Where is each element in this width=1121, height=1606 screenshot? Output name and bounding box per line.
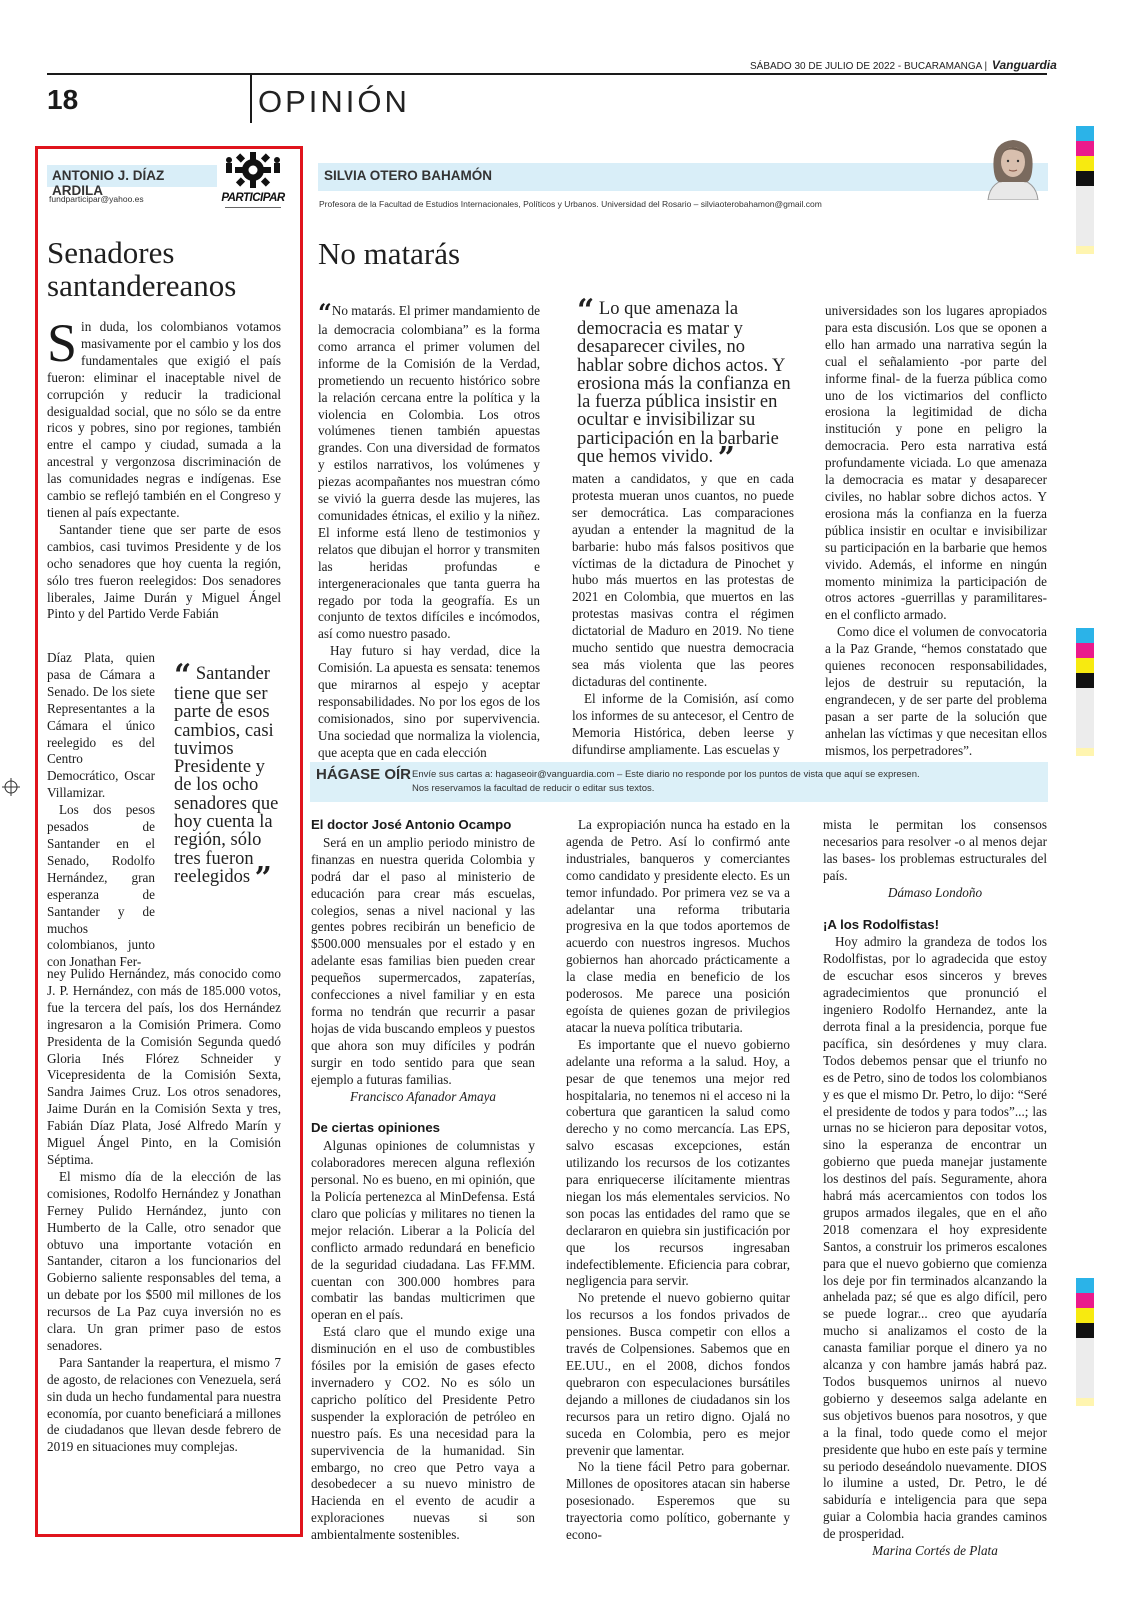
letter-paragraph: Hoy admiro la grandeza de todos los Rodolfistas, por lo agradecida que estoy de escuchar esos sinceros y breves agradecimientos que pronunció el ingeniero Rodolfo Hernandez, ante la derrota final a la presidencia, porque fue pacífica, sin desórdenes y muy clara. Todos debemos pensar que el triunfo no es de Petro, sino de todos los colombianos y es que el mismo Dr. Petro, lo dijo: “Seré el presidente de todos y para todos”...; las urnas no se hicieron para depositar votos, sino la esperanza de encontrar un gobierno que pueda manejar justamente los destinos del país. Seguramente, ahora habrá más acercamientos con todos los grupos armados ilegales, que en el año 2018 comenzara el hoy expresidente Santos, a construir los primeros escalones para que el nuevo gobierno que comienza los deje por fin terminados alcanzando la anhelada paz; sé que es algo difícil, pero se puede lograr... creo que ayudaría mucho si analizamos el costo de la canasta familiar porque el dinero ya no alcanza y con hambre jamás habrá paz. Todos busquemos unirnos al nuevo gobierno y deseemos salga adelante en sus objetivos buenos para nosotros, y que a la final, todo quede como el mejor presidente que hubo en este país y termine su periodo deseándolo nuevamente. DIOS lo ilumine a usted, Dr. Petro, le dé sabiduría e inteligencia para que sepa guiar a Colombia hacia grandes caminos de prosperidad. bbox=[823, 934, 1047, 1542]
author-bio: Profesora de la Facultad de Estudios Internacionales, Políticos y Urbanos. Universidad del Rosario – silviaoterobahamon@gmail.com bbox=[319, 199, 822, 209]
color-swatch bbox=[1076, 658, 1094, 673]
letter-title: De ciertas opiniones bbox=[311, 1120, 440, 1136]
letters-bar-line1: Envíe sus cartas a: hagaseoir@vanguardia.com – Este diario no responde por los puntos de vista que aquí se expresen. bbox=[412, 769, 920, 780]
article-col-a bbox=[318, 298, 540, 762]
color-bar-bottom bbox=[1076, 1278, 1094, 1406]
brand-name: Vanguardia bbox=[991, 58, 1057, 72]
color-swatch bbox=[1076, 186, 1094, 246]
paragraph: Hay futuro si hay verdad, dice la Comisión. La apuesta es sensata: tenemos que mirarnos al espejo y aceptar responsabilidades. No por los egos de los comisionados, sino por supervivencia. Una sociedad que normaliza la violencia, que acepta que en cada elección bbox=[318, 643, 540, 760]
paragraph: Santander tiene que ser parte de esos cambios, casi tuvimos Presidente y de los ocho senadores que hoy cuenta la región, sólo tres fueron reelegidos: Dos senadores liberales, Jaime Durán y Miguel Ángel Pinto y del Partido Verde Fabián bbox=[47, 521, 281, 622]
color-swatch bbox=[1076, 1323, 1094, 1338]
letter-paragraph: Está claro que el mundo exige una disminución en el uso de combustibles fósiles por la emisión de gases efecto invernadero y CO2. No es sólo un capricho político del Presidente Petro suspender la exploración de petróleo en nuestro país. Es una necesidad para la supervivencia de la humanidad. Sin embargo, no creo que Petro vaya a desobedecer a su nuevo ministro de Hacienda en el evento de acudir a exploraciones nuevas si son ambientalmente sostenibles. bbox=[311, 1324, 535, 1543]
letter-signature: Dámaso Londoño bbox=[887, 884, 983, 900]
header-divider bbox=[250, 73, 252, 123]
color-bar-mid bbox=[1076, 628, 1094, 756]
article-title: No matarás bbox=[318, 236, 461, 271]
letter-paragraph: No pretende el nuevo gobierno quitar los recursos a los fondos privados de pensiones. Busca competir con ellos a través de Colpensiones. Sabemos que en EE.UU., en el 2008, dichos fondos quebraron con especulaciones bursátiles dejando a millones de ciudadanos sin los recursos para un retiro digno. Ojalá no suceda en Colombia, pero es mejor prevenir que lamentar. bbox=[566, 1290, 790, 1458]
pull-quote-text: Santander tiene que ser parte de esos cambios, casi tuvimos Presidente y de los ocho senadores que hoy cuenta la región, sólo tres fueron reelegidos bbox=[174, 664, 279, 887]
close-quote-icon: ” bbox=[254, 860, 272, 896]
section-title: OPINIÓN bbox=[258, 84, 410, 119]
registration-mark-icon bbox=[2, 778, 20, 796]
author-photo bbox=[980, 132, 1046, 200]
color-swatch bbox=[1076, 141, 1094, 156]
article-body-bottom bbox=[47, 966, 281, 1456]
letters-col-a bbox=[311, 817, 535, 1544]
letters-bar-line2: Nos reservamos la facultad de reducir o editar sus textos. bbox=[412, 783, 655, 794]
open-quote-icon: “ bbox=[577, 293, 595, 328]
color-bar-top bbox=[1076, 126, 1094, 254]
page-number: 18 bbox=[47, 84, 79, 115]
author-email: fundparticipar@yahoo.es bbox=[49, 194, 144, 204]
header-rule bbox=[47, 73, 1047, 75]
letter-paragraph: Algunas opiniones de columnistas y colaboradores merecen alguna reflexión personal. No es bueno, en mi opinión, que la Policía pertenezca al MinDefensa. Está claro que policías y militares no tienen la mejor relación. Liberar a la Policía del conflicto armado redundará en beneficio de la seguridad ciudadana. Las FF.MM. cuentan con 300.000 hombres para combatir las bandas multicrimen que operan en el país. bbox=[311, 1138, 535, 1323]
paragraph: El mismo día de la elección de las comisiones, Rodolfo Hernández y Jonathan Ferney Pulido Hernández, junto con Humberto de la Calle, otro senador que obtuvo una importante votación en Santander, citaron a los funcionarios del Gobierno saliente responsables del tema, a un debate por los $500 mil millones de los recursos de La Paz cuya inversión no es clara. Un gran primer paso de estos senadores. bbox=[47, 1168, 281, 1353]
author-name: ANTONIO J. DÍAZ ARDILA bbox=[52, 168, 165, 198]
letter-paragraph: La expropiación nunca ha estado en la agenda de Petro. Así lo confirmó ante industriales, banqueros y comerciantes como candidato y presidente electo. Es un temor infundado. Por primera vez se va a adelantar una reforma tributaria progresiva en la que todos aportemos de acuerdo con nuestros ingresos. Muchos gobiernos han ahorcado prácticamente a la clase media en beneficio de los poderosos. Me parece una posición egoísta de quienes gozan de privilegios atacar la nueva política tributaria. bbox=[566, 817, 790, 1035]
letter-signature: Francisco Afanador Amaya bbox=[349, 1088, 497, 1104]
letter-paragraph: Será en un amplio periodo ministro de finanzas en nuestra querida Colombia y podrá dar el paso al ministerio de educación para crear más escuelas, colegios, senas a nivel nacional y las gentes pobres recibirán un beneficio de $500.000 mensuales por el estado y en adelante esas familias bien pueden crear pequeños supermercados, zapaterías, confecciones a nivel familiar y en esta forma no tendrán que recurrir a pasar hojas de vida buscando empleos y puestos que ahora son muy difíciles y podrán surgir en todo sentido para que sean ejemplo a futuras familias. bbox=[311, 834, 535, 1087]
color-swatch bbox=[1076, 1338, 1094, 1398]
color-swatch bbox=[1076, 1308, 1094, 1323]
dateline-text: SÁBADO 30 DE JULIO DE 2022 - BUCARAMANGA | bbox=[750, 61, 988, 72]
paragraph-text: No matarás. El primer mandamiento de la democracia colombiana” es la forma como arranca el primer volumen del informe de la Comisión de la Verdad, prometiendo un recuento histórico sobre la relación cercana entre la política y la violencia en Colombia. Los otros volúmenes tienen también apuestas grandes. Con una diversidad de formatos y estilos narrativos, los volúmenes y piezas acompañantes nos muestran cómo se vivió la guerra desde las mujeres, las comunidades étnicas, el exilio y la niñez. El informe está lleno de testimonios y relatos que dibujan el horror y transmiten las heridas profundas e intergeneracionales que tanta guerra ha regado por toda la geografía. Es un conjunto de textos difíciles e incómodos, así como nuestro pasado. bbox=[318, 303, 540, 642]
author-band bbox=[318, 163, 1048, 191]
letter-title: El doctor José Antonio Ocampo bbox=[311, 817, 512, 832]
color-swatch bbox=[1076, 171, 1094, 186]
paragraph bbox=[318, 298, 540, 643]
article-title-line2: santandereanos bbox=[47, 268, 237, 303]
letters-bar-title: HÁGASE OÍR bbox=[316, 766, 412, 783]
participar-logo bbox=[221, 150, 285, 212]
color-swatch bbox=[1076, 628, 1094, 643]
article-title bbox=[47, 236, 236, 302]
dateline bbox=[750, 58, 1057, 72]
paragraph: maten a candidatos, y que en cada protesta mueran unos cuantos, no puede ser democrática. Las comparaciones ayudan a entender la magnitud de la barbarie: hubo más falsos positivos que víctimas de la dictadura de Pinochet y hubo más muertos en las protestas de 2021 en Colombia, que muertos en las protestas masivas contra el régimen dictatorial de Maduro en 2019. No tiene mucho sentido que nuestra democracia sea más violenta que las peores dictaduras del continente. bbox=[572, 471, 794, 689]
open-quote-icon: “ bbox=[174, 658, 192, 693]
author-name: SILVIA OTERO BAHAMÓN bbox=[324, 168, 492, 183]
color-swatch bbox=[1076, 156, 1094, 171]
letter-signature: Marina Cortés de Plata bbox=[872, 1543, 998, 1559]
paragraph: El informe de la Comisión, así como los informes de su antecesor, el Centro de Memoria Histórica, deben leerse y difundirse ampliamente. Las escuelas y bbox=[572, 690, 794, 757]
article-title-line1: Senadores bbox=[47, 235, 175, 270]
open-quote-icon: “ bbox=[318, 298, 332, 327]
article-col-c bbox=[825, 303, 1047, 759]
color-swatch bbox=[1076, 643, 1094, 658]
color-swatch bbox=[1076, 246, 1094, 254]
logo-tagline-rule bbox=[225, 207, 281, 208]
paragraph: Para Santander la reapertura, el mismo 7 de agosto, de relaciones con Venezuela, será sin duda un hecho fundamental para nuestra economía, por cuanto beneficiará a millones de ciudadanos que llevan desde febrero de 2019 en situaciones muy complejas. bbox=[47, 1354, 281, 1455]
first-paragraph bbox=[47, 313, 281, 522]
paragraph: Como dice el volumen de convocatoria a la Paz Grande, “hemos constatado que quienes reconocen responsabilidades, lejos de destruir su reputación, la engrandecen, y de ser parte del problema pasan a ser parte de la solución que anhelan las víctimas y que necesitan ellos mismos, los perpetradores”. bbox=[825, 624, 1047, 758]
drop-cap: S bbox=[47, 313, 78, 373]
letters-col-c bbox=[823, 817, 1047, 1560]
letters-bar bbox=[310, 762, 1048, 802]
letters-col-b bbox=[566, 817, 790, 1544]
color-swatch bbox=[1076, 688, 1094, 748]
close-quote-icon: ” bbox=[717, 441, 736, 477]
letter-title: ¡A los Rodolfistas! bbox=[823, 916, 940, 932]
pull-quote-text: Lo que amenaza la democracia es matar y desaparecer civiles, no hablar sobre dichos actos. Y erosiona más la confianza en la fuerza pública insistir en ocultar e invisibilizar su participación en la barbarie que hemos vivido. bbox=[577, 299, 791, 468]
article-col-b bbox=[572, 471, 794, 758]
pull-quote bbox=[577, 293, 795, 477]
author-band bbox=[47, 165, 217, 198]
article-body-top bbox=[47, 313, 281, 623]
color-swatch bbox=[1076, 673, 1094, 688]
letter-paragraph: mista le permitan los consensos necesarios para resolver -o al menos dejar las bases- los problemas estructurales del país. bbox=[823, 817, 1047, 883]
color-swatch bbox=[1076, 1278, 1094, 1293]
color-swatch bbox=[1076, 748, 1094, 756]
color-swatch bbox=[1076, 1398, 1094, 1406]
color-swatch bbox=[1076, 1293, 1094, 1308]
pull-quote bbox=[174, 658, 284, 896]
article-body-narrow bbox=[47, 650, 155, 971]
letter-paragraph: No la tiene fácil Petro para gobernar. Millones de opositores atacan sin haberse posesionado. Esperemos que su trayectoria como político, gobernante y econo- bbox=[566, 1459, 790, 1543]
letter-paragraph: Es importante que el nuevo gobierno adelante una reforma a la salud. Hoy, a pesar de que tenemos una mejor red hospitalaria, no tenemos ni el acceso ni la cobertura que garanticen la salud como derecho y no como mercancía. Las EPS, salvo escasas excepciones, están utilizando los recursos de los cotizantes para enriquecerse ilícitamente mientras niegan los más elementales servicios. No son pocas las entidades del ramo que se declararon en quiebra sin justificación por que los recursos ingresaban indefectiblemente. Eficiencia para cobrar, negligencia para servir. bbox=[566, 1036, 790, 1289]
color-swatch bbox=[1076, 126, 1094, 141]
paragraph: universidades son los lugares apropiados para esta discusión. Los que se oponen a ello han armado una narrativa según la cual el señalamiento -por parte del informe final- de la fuerza pública como uno de los victimarios del conflicto erosiona la legitimidad de dicha institución y pone en peligro la democracia. Pero esta narrativa está profundamente viciada. Lo que amenaza la democracia es matar y desaparecer civiles, no hablar sobre dichos actos. Y erosiona más la confianza en la fuerza pública insistir en ocultar e invisibilizar su participación en la barbarie que hemos vivido. Además, el informe en ningún momento minimiza la participación de otros actores -guerrillas y paramilitares- en el conflicto armado. bbox=[825, 303, 1047, 623]
portrait-icon bbox=[980, 132, 1046, 200]
paragraph: ney Pulido Hernández, más conocido como J. P. Hernández, con más de 185.000 votos, fue la tercera del país, los dos Hernández ingresaron a la Comisión Primera. Como Presidenta de la Comisión Segunda quedó Gloria Inés Flórez Schneider y Vicepresidenta de la Comisión Sexta, Sandra Jaimes Cruz. Los otros senadores, Jaime Durán en la Comisión Sexta y tres, Fabián Díaz Plata, José Alfredo Marín y Miguel Ángel Pinto, en la Comisión Séptima. bbox=[47, 966, 281, 1167]
first-paragraph-text: in duda, los colombianos votamos masivamente por el cambio y los dos fundamentales que exigió el país fueron: eliminar el inaceptable nivel de corrupción y reducir la tradicional desigualdad social, que no sólo se da entre ricos y pobres, sino por regiones, también entre el campo y ciudad, sumada a la ancestral y vergonzosa discriminación de las comunidades negras e indígenas. Ese cambio se reflejó también en el Congreso y tienen al país expectante. bbox=[47, 319, 281, 520]
paragraph: Díaz Plata, quien pasa de Cámara a Senado. De los siete Representantes a la Cámara el único reelegido es del Centro Democrático, Oscar Villamizar. bbox=[47, 650, 155, 801]
logo-wordmark: PARTICIPAR bbox=[221, 192, 285, 204]
paragraph: Los dos pesos pesados de Santander en el Senado, Rodolfo Hernández, gran esperanza de Santander y de muchos colombianos, junto con Jonathan Fer- bbox=[47, 802, 155, 970]
